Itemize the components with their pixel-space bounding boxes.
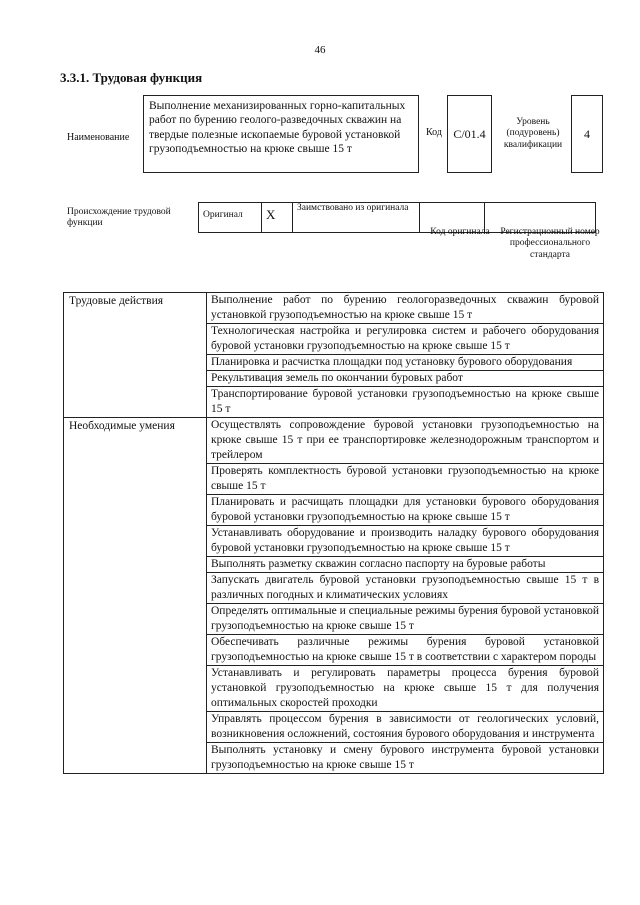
table-row [64, 293, 604, 324]
section-item-cell: Технологическая настройка и регулировка систем и рабочего оборудования буровой установки грузоподъемностью на крюке свыше 15 т [207, 324, 604, 355]
section-item-cell: Обеспечивать различные режимы бурения буровой установкой грузоподъемностью на крюке свыше 15 т в соответствии с характером породы [207, 635, 604, 666]
original-label-cell: Оригинал [199, 203, 262, 233]
borrowed-label-cell: Заимствовано из оригинала [293, 203, 420, 233]
section-title-cell: Необходимые умения [64, 418, 207, 774]
code-label: Код [426, 127, 442, 138]
section-item-cell: Устанавливать оборудование и производить наладку бурового оборудования буровой установки грузоподъемностью на крюке свыше 15 т [207, 526, 604, 557]
section-item-cell: Проверять комплектность буровой установки грузоподъемностью на крюке свыше 15 т [207, 464, 604, 495]
section-item-cell: Запускать двигатель буровой установки грузоподъемностью свыше 15 т в различных погодных и климатических условиях [207, 573, 604, 604]
section-item-cell: Транспортирование буровой установки грузоподъемностью на крюке свыше 15 т [207, 387, 604, 418]
section-item-cell: Выполнять разметку скважин согласно паспорту на буровые работы [207, 557, 604, 573]
section-item-cell: Рекультивация земель по окончании буровых работ [207, 371, 604, 387]
name-label: Наименование [67, 132, 130, 143]
section-item-cell: Определять оптимальные и специальные режимы бурения буровой установкой грузоподъемностью на крюке свыше 15 т [207, 604, 604, 635]
section-item-cell: Устанавливать и регулировать параметры процесса бурения буровой установкой грузоподъемностью на крюке свыше 15 т для получения оптимальных скоростей проходки [207, 666, 604, 712]
section-item-cell: Управлять процессом бурения в зависимости от геологических условий, возникновения осложнений, состояния бурового оборудования и инструмента [207, 712, 604, 743]
function-name-box: Выполнение механизированных горно-капитальных работ по бурению геолого-разведочных скважин на твердые полезные ископаемые буровой установкой грузоподъемностью на крюке свыше 15 т [143, 95, 419, 173]
original-code-caption: Код оригинала [430, 227, 490, 237]
origin-label: Происхождение трудовой функции [67, 207, 171, 229]
level-value-box: 4 [571, 95, 603, 173]
registration-number-caption: Регистрационный номер профессионального стандарта [500, 227, 600, 260]
code-value-box: С/01.4 [447, 95, 492, 173]
section-item-cell: Выполнение работ по бурению геологоразведочных скважин буровой установкой грузоподъемностью на крюке свыше 15 т [207, 293, 604, 324]
section-title: 3.3.1. Трудовая функция [60, 70, 203, 85]
section-item-cell: Выполнять установку и смену бурового инструмента буровой установки грузоподъемностью на крюке свыше 15 т [207, 743, 604, 774]
section-item-cell: Планировать и расчищать площадки для установки бурового оборудования буровой установки грузоподъемностью на крюке свыше 15 т [207, 495, 604, 526]
table-row [64, 418, 604, 464]
level-label: Уровень (подуровень) квалификации [503, 117, 563, 150]
page-number: 46 [314, 44, 326, 56]
section-title-cell: Трудовые действия [64, 293, 207, 418]
original-mark-cell: X [262, 203, 293, 233]
function-details-table [63, 292, 604, 774]
section-item-cell: Планировка и расчистка площадки под установку бурового оборудования [207, 355, 604, 371]
section-item-cell: Осуществлять сопровождение буровой установки грузоподъемностью на крюке свыше 15 т при ее транспортировке железнодорожным транспортом и трейлером [207, 418, 604, 464]
